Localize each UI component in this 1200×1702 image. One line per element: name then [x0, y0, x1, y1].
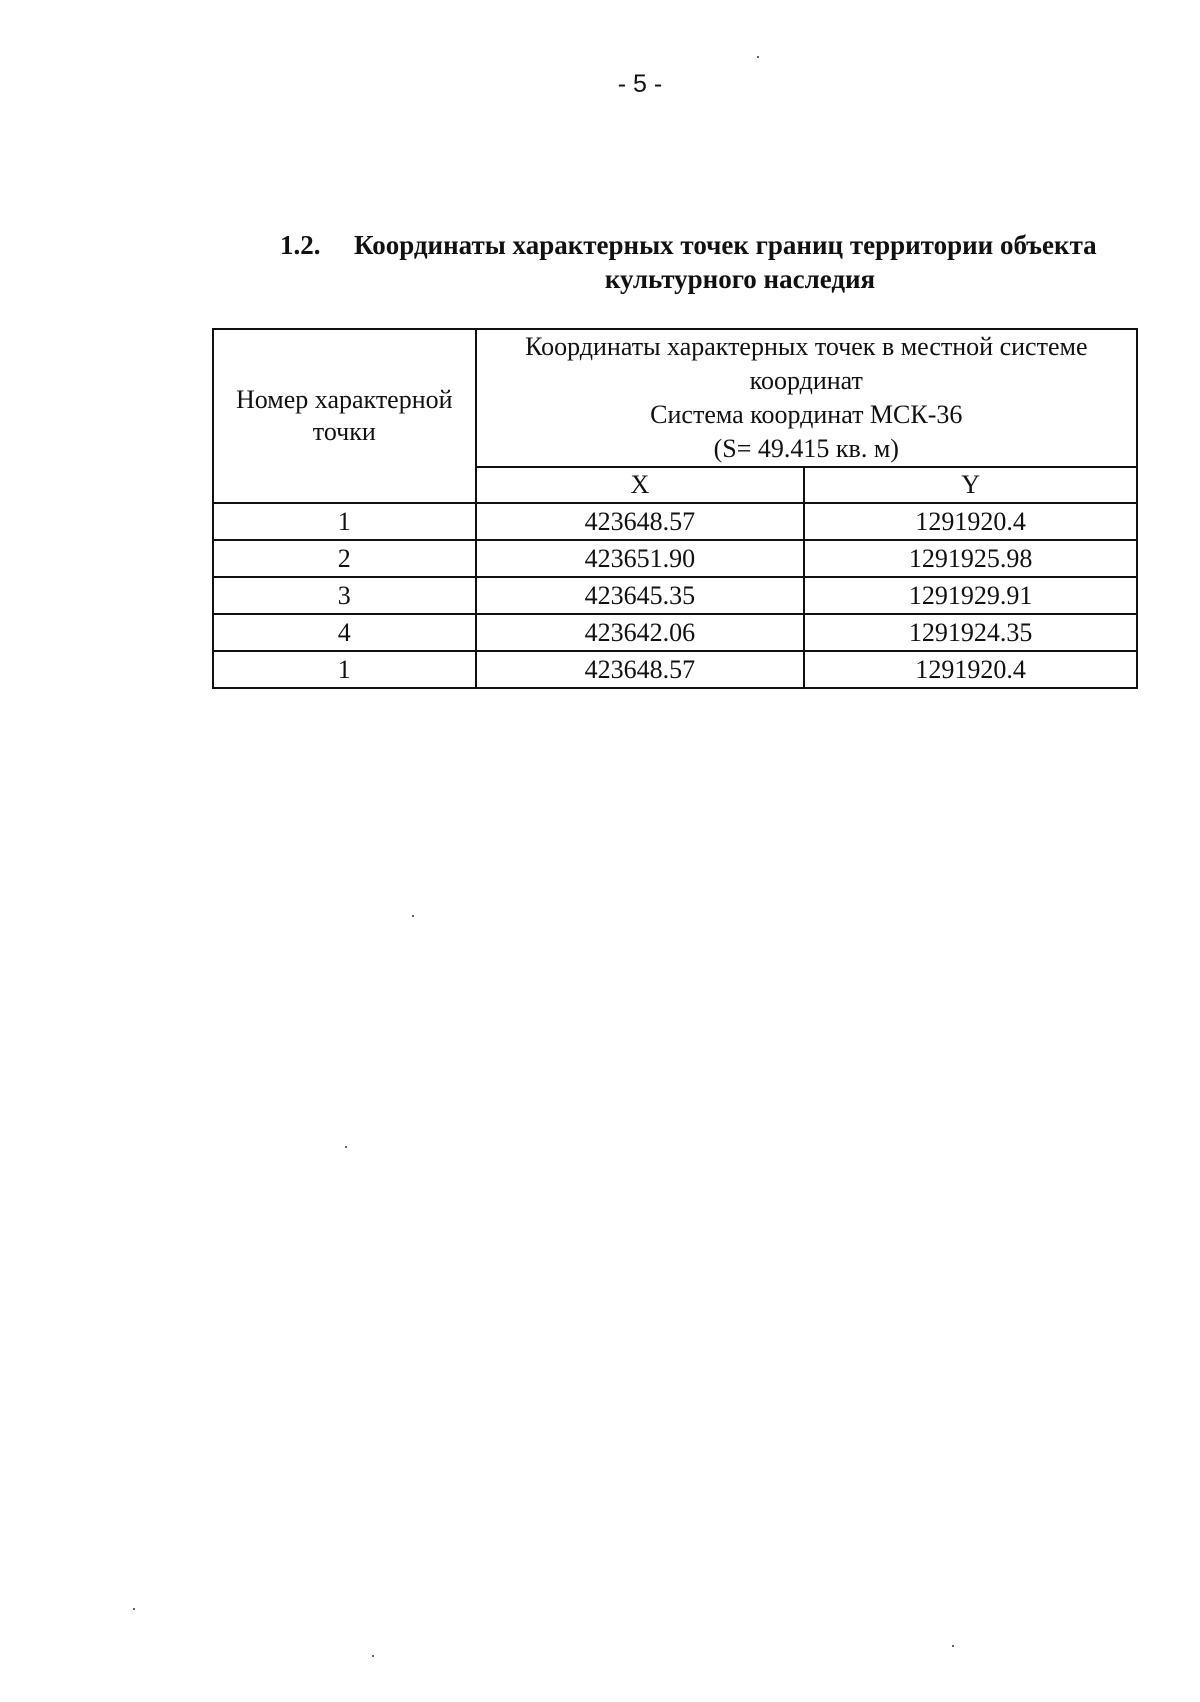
coords-header-line: Система координат МСК-36 — [650, 400, 963, 429]
point-cell: 1 — [213, 503, 476, 540]
point-cell: 2 — [213, 540, 476, 577]
point-cell: 1 — [213, 651, 476, 688]
y-cell: 1291925.98 — [804, 540, 1137, 577]
x-cell: 423642.06 — [476, 614, 805, 651]
scan-speck — [952, 1645, 954, 1647]
point-header-line: точки — [312, 417, 376, 446]
scan-speck — [757, 56, 759, 58]
point-cell: 4 — [213, 614, 476, 651]
table-row — [213, 577, 1137, 614]
scan-speck — [133, 1608, 135, 1610]
section-title-line1: Координаты характерных точек границ территории объекта — [354, 230, 1097, 260]
y-cell: 1291920.4 — [804, 651, 1137, 688]
table-header-row — [213, 329, 1137, 467]
coords-header-line: координат — [749, 366, 863, 395]
y-cell: 1291920.4 — [804, 503, 1137, 540]
x-cell: 423645.35 — [476, 577, 805, 614]
point-header-line: Номер характерной — [236, 385, 453, 414]
table-row — [213, 651, 1137, 688]
scan-speck — [372, 1655, 374, 1657]
x-column-header: X — [476, 467, 805, 503]
coordinates-header — [476, 329, 1137, 467]
section-heading — [280, 228, 1140, 296]
y-cell: 1291924.35 — [804, 614, 1137, 651]
coordinates-table — [212, 328, 1138, 689]
x-cell: 423651.90 — [476, 540, 805, 577]
coords-header-line: (S= 49.415 кв. м) — [713, 434, 899, 463]
table-row — [213, 503, 1137, 540]
table-row — [213, 540, 1137, 577]
point-number-header — [213, 329, 476, 503]
scan-speck — [412, 915, 414, 917]
scan-speck — [345, 1146, 347, 1148]
point-cell: 3 — [213, 577, 476, 614]
y-cell: 1291929.91 — [804, 577, 1137, 614]
x-cell: 423648.57 — [476, 503, 805, 540]
coords-header-line: Координаты характерных точек в местной системе — [525, 332, 1088, 361]
table-row — [213, 614, 1137, 651]
x-cell: 423648.57 — [476, 651, 805, 688]
section-title-line2: культурного наследия — [604, 264, 876, 294]
page-number: - 5 - — [617, 70, 663, 98]
section-number: 1.2. — [280, 230, 321, 260]
y-column-header: Y — [804, 467, 1137, 503]
